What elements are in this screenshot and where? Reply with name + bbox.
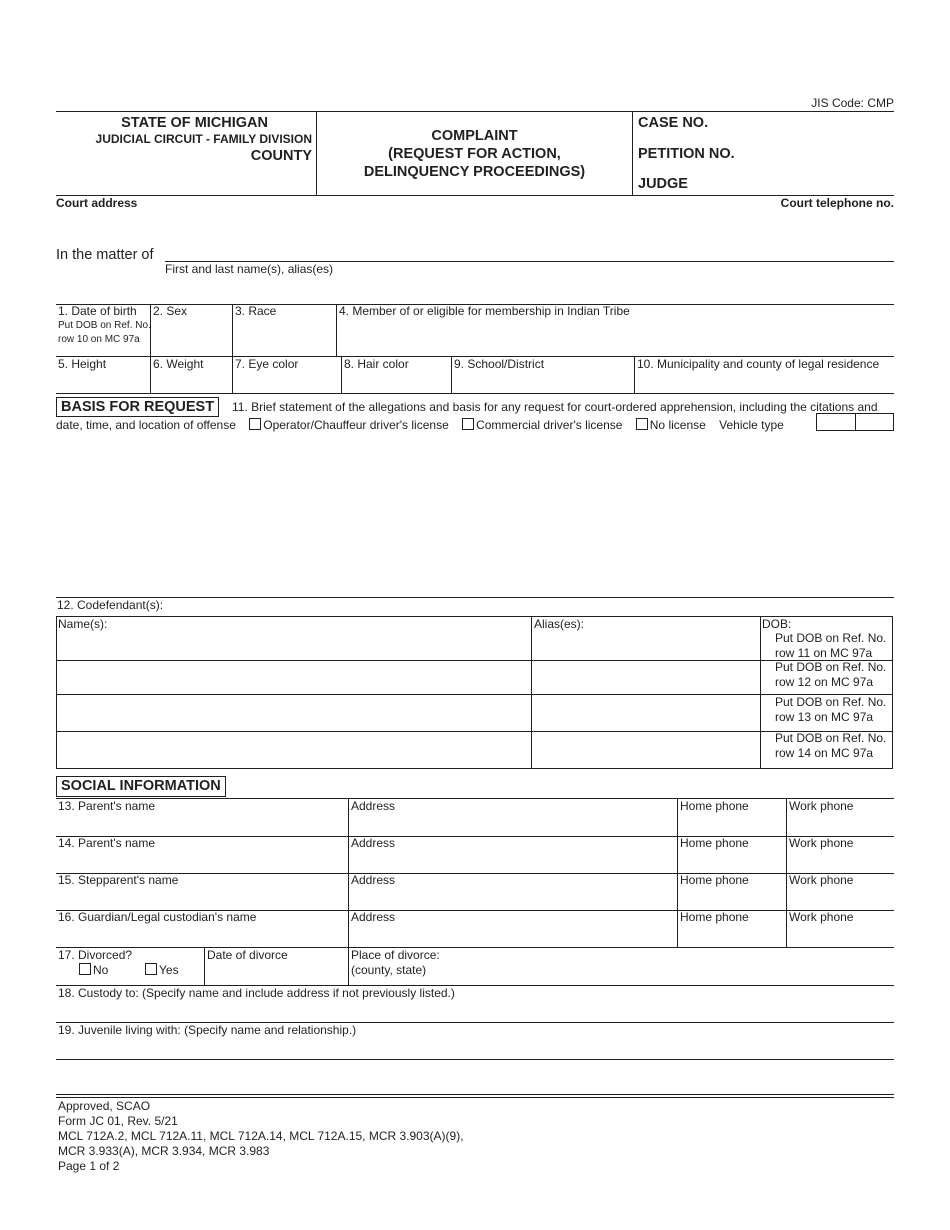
dob-field[interactable] [58,304,151,347]
parent2-name-label: 14. Parent's name [58,836,156,850]
codefendant-dob-note-2 [775,660,886,690]
social-vline-home [677,798,678,947]
stepparent-name-label: 15. Stepparent's name [58,873,179,887]
height-label: 5. Height [58,357,107,371]
divorced-no-option[interactable] [79,963,108,978]
codefendants-table [56,616,893,769]
footer-line-5: Page 1 of 2 [58,1159,120,1173]
parent2-work-phone-label: Work phone [789,836,854,850]
operator-license-option[interactable] [249,418,449,432]
basis-line-2 [56,418,784,432]
parent2-home-phone-label: Home phone [680,836,749,850]
weight-label: 6. Weight [153,357,204,371]
codefendant-dob-note-4a: Put DOB on Ref. No. [775,731,887,745]
codefendant-dob-note-4 [775,731,886,761]
social-vline-work [786,798,787,947]
codefendant-names-header: Name(s): [58,617,108,631]
social-vline-divorce [204,947,205,985]
living-with-label: 19. Juvenile living with: (Specify name and relationship.) [58,1023,357,1037]
guardian-address-label: Address [351,910,396,924]
social-row-line-0 [56,798,894,799]
codefendant-dob-note-4b: row 14 on MC 97a [775,746,874,760]
state-label: STATE OF MICHIGAN [121,115,268,131]
operator-license-label: Operator/Chauffeur driver's license [263,418,449,432]
divorced-yes-option[interactable] [145,963,179,978]
codefendants-label: 12. Codefendant(s): [57,598,164,612]
jis-code: JIS Code: CMP [811,96,894,110]
codefendant-dob-note-3b: row 13 on MC 97a [775,710,874,724]
codefendant-dob-note-3a: Put DOB on Ref. No. [775,695,887,709]
parent1-name-label: 13. Parent's name [58,799,156,813]
footer-rule-2 [56,1097,894,1098]
eye-color-label: 7. Eye color [235,357,299,371]
commercial-license-checkbox[interactable] [462,418,474,430]
divorced-no-label: No [93,963,109,977]
place-of-divorce-label [351,948,440,978]
sex-label: 2. Sex [153,304,188,318]
juvenile-vline-3 [336,304,337,356]
codefendant-dob-note-2a: Put DOB on Ref. No. [775,660,887,674]
custody-label: 18. Custody to: (Specify name and include address if not previously listed.) [58,986,455,1000]
codefendant-dob-header: DOB: [762,617,792,631]
codefendant-vline-1 [531,616,532,769]
form-title-line2: (REQUEST FOR ACTION, [388,146,561,162]
divorced-label: 17. Divorced? [58,948,133,962]
juvenile-vline-2 [232,304,233,356]
dob-note-1: Put DOB on Ref. No. [58,320,151,331]
codefendant-dob-note-2b: row 12 on MC 97a [775,675,874,689]
stepparent-work-phone-label: Work phone [789,873,854,887]
petition-no-label: PETITION NO. [638,146,735,162]
codefendant-dob-note-1 [775,631,886,661]
guardian-name-label: 16. Guardian/Legal custodian's name [58,910,257,924]
codefendant-dob-note-1a: Put DOB on Ref. No. [775,631,887,645]
operator-license-checkbox[interactable] [249,418,261,430]
juvenile-vline-8 [634,356,635,393]
case-no-label: CASE NO. [638,115,709,131]
court-address-label: Court address [56,196,138,210]
social-row-line-2 [56,873,894,874]
circuit-label: JUDICIAL CIRCUIT - FAMILY DIVISION [95,132,312,146]
divorced-no-checkbox[interactable] [79,963,91,975]
juvenile-vline-6 [341,356,342,393]
stepparent-address-label: Address [351,873,396,887]
hair-color-label: 8. Hair color [344,357,409,371]
court-telephone-label: Court telephone no. [780,196,894,210]
county-label: COUNTY [250,148,312,164]
codefendant-row-line-2 [56,694,893,695]
no-license-option[interactable] [636,418,706,432]
commercial-license-option[interactable] [462,418,622,432]
guardian-work-phone-label: Work phone [789,910,854,924]
parent2-address-label: Address [351,836,396,850]
place-of-divorce-line2: (county, state) [351,963,427,977]
dob-note-2: row 10 on MC 97a [58,334,140,345]
footer-line-3: MCL 712A.2, MCL 712A.11, MCL 712A.14, MCL 712A.15, MCR 3.903(A)(9), [58,1129,464,1143]
form-title-line1: COMPLAINT [431,128,518,144]
codefendant-rule [56,597,894,598]
parent1-home-phone-label: Home phone [680,799,749,813]
footer-line-1: Approved, SCAO [58,1099,151,1113]
date-of-divorce-label: Date of divorce [207,948,288,962]
dob-label: 1. Date of birth [58,304,137,318]
codefendant-row-line-3 [56,731,893,732]
guardian-home-phone-label: Home phone [680,910,749,924]
form-title-line3: DELINQUENCY PROCEEDINGS) [363,164,586,180]
footer-line-2: Form JC 01, Rev. 5/21 [58,1114,178,1128]
footer-line-4: MCR 3.933(A), MCR 3.934, MCR 3.983 [58,1144,270,1158]
header-divider-2 [632,111,633,196]
basis-line-1: 11. Brief statement of the allegations and basis for any request for court-ordered apprehension, including the citations and [232,400,878,414]
vehicle-type-field-1[interactable] [816,413,856,431]
municipality-label: 10. Municipality and county of legal residence [637,357,880,371]
social-vline-address [348,798,349,985]
footer-rule-1 [56,1094,894,1095]
social-section-title: SOCIAL INFORMATION [56,776,226,797]
no-license-checkbox[interactable] [636,418,648,430]
social-row-line-7 [56,1059,894,1060]
vehicle-type-label: Vehicle type [719,418,784,432]
juvenile-vline-7 [451,356,452,393]
commercial-license-label: Commercial driver's license [476,418,623,432]
matter-sublabel: First and last name(s), alias(es) [165,262,334,276]
race-label: 3. Race [235,304,277,318]
vehicle-type-field-2[interactable] [855,413,894,431]
basis-section-title: BASIS FOR REQUEST [56,397,219,417]
matter-label: In the matter of [56,247,154,263]
header-top-rule [56,111,894,112]
codefendant-alias-header: Alias(es): [534,617,585,631]
juvenile-vline-4 [150,356,151,393]
judge-label: JUDGE [638,176,688,192]
codefendant-dob-note-3 [775,695,886,725]
codefendant-dob-note-1b: row 11 on MC 97a [775,646,873,660]
basis-line-2-text: date, time, and location of offense [56,418,236,432]
parent1-address-label: Address [351,799,396,813]
header-bottom-rule [56,195,894,196]
social-row-line-1 [56,836,894,837]
codefendant-row-line-1 [56,660,893,661]
codefendant-vline-2 [760,616,761,769]
stepparent-home-phone-label: Home phone [680,873,749,887]
tribe-label: 4. Member of or eligible for membership in Indian Tribe [339,304,630,318]
place-of-divorce-line1: Place of divorce: [351,948,440,962]
divorced-yes-label: Yes [159,963,179,977]
footer-info [58,1099,464,1174]
school-label: 9. School/District [454,357,545,371]
juvenile-table-bottom [56,393,894,394]
divorced-yes-checkbox[interactable] [145,963,157,975]
no-license-label: No license [649,418,706,432]
juvenile-vline-5 [232,356,233,393]
social-row-line-4 [56,947,894,948]
parent1-work-phone-label: Work phone [789,799,854,813]
form-title [317,127,632,181]
